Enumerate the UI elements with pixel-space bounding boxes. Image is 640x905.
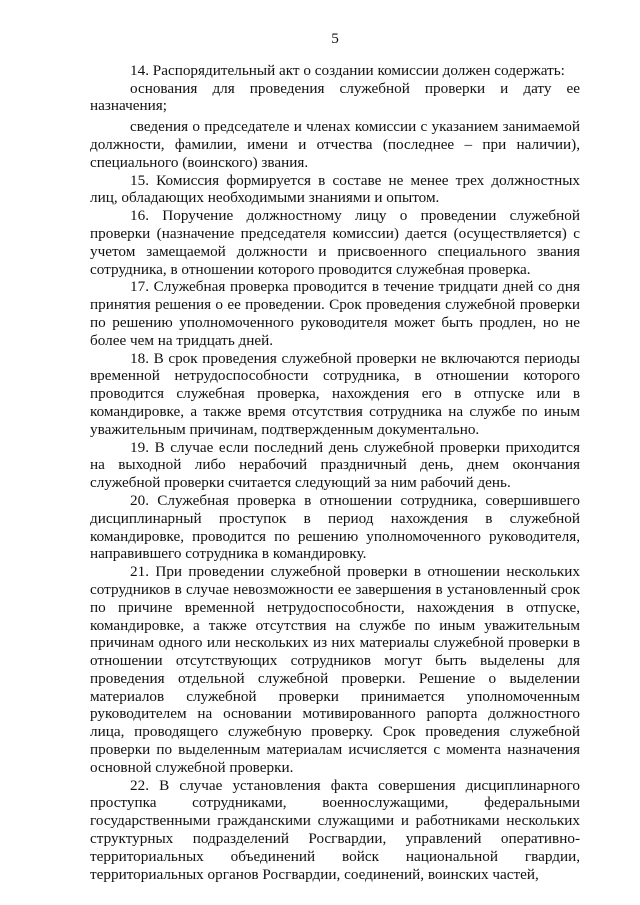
page-number: 5	[331, 30, 339, 47]
paragraph-21: 21. При проведении служебной проверки в отношении нескольких сотрудников в случае невозможности ее завершения в установленный срок по причине временной нетрудоспособности, нахождения в отпуске, командировке, а также отсутствия на службе по иным уважительным причинам одного или нескольких из них материалы служебной проверки в отношении отсутствующих сотрудников могут быть выделены для проведения отдельной служебной проверки. Решение о выделении материалов служебной проверки принимается уполномоченным руководителем на основании мотивированного рапорта должностного лица, проводящего служебную проверку. Срок проведения служебной проверки по выделенным материалам исчисляется с момента назначения основной служебной проверки.	[90, 563, 580, 776]
paragraph-chairman-info: сведения о председателе и членах комиссии с указанием занимаемой должности, фамилии, имени и отчества (последнее – при наличии), специального (воинского) звания.	[90, 118, 580, 171]
paragraph-16: 16. Поручение должностному лицу о проведении служебной проверки (назначение председателя комиссии) дается (осуществляется) с учетом замещаемой должности и присвоенного специального звания сотрудника, в отношении которого проводится служебная проверка.	[90, 207, 580, 278]
paragraph-15: 15. Комиссия формируется в составе не менее трех должностных лиц, обладающих необходимыми знаниями и опытом.	[90, 171, 580, 207]
paragraph-17: 17. Служебная проверка проводится в течение тридцати дней со дня принятия решения о ее проведении. Срок проведения служебной проверки по решению уполномоченного руководителя может быть продлен, но не более чем на тридцать дней.	[90, 278, 580, 349]
paragraph-18: 18. В срок проведения служебной проверки не включаются периоды временной нетрудоспособности сотрудника, в отношении которого проводится служебная проверка, нахождения его в отпуске или в командировке, а также время отсутствия сотрудника на службе по иным уважительным причинам, подтвержденным документально.	[90, 349, 580, 438]
paragraph-19: 19. В случае если последний день служебной проверки приходится на выходной либо нерабочий праздничный день, днем окончания служебной проверки считается следующий за ним рабочий день.	[90, 438, 580, 492]
paragraph-grounds: основания для проведения служебной проверки и дату ее назначения;	[90, 79, 580, 115]
paragraph-14: 14. Распорядительный акт о создании комиссии должен содержать:	[130, 61, 565, 79]
paragraph-20: 20. Служебная проверка в отношении сотрудника, совершившего дисциплинарный проступок в период нахождения в служебной командировке, проводится по решению уполномоченного руководителя, направившего сотрудника в командировку.	[90, 491, 580, 563]
paragraph-22: 22. В случае установления факта совершения дисциплинарного проступка сотрудниками, военнослужащими, федеральными государственными гражданскими служащими и работниками нескольких структурных подразделений Росгвардии, управлений оперативно-территориальных объединений войск национальной гвардии, территориальных органов Росгвардии, соединений, воинских частей,	[90, 776, 580, 883]
